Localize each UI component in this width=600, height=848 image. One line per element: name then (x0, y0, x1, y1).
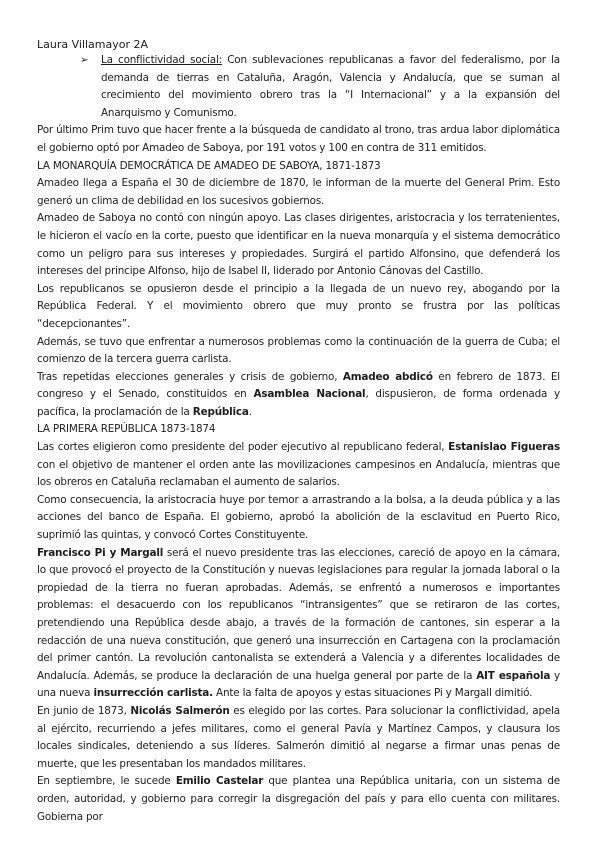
paragraph-republica-4: En junio de 1873, Nicolás Salmerón es elegido por las cortes. Para solucionar la conflictividad, apela al ejército, recurriendo a jefes militares, como el general Pavía y Martínez Campos, y clausura los locales sindicales, deteniendo a sus líderes. Salmerón dimitió al negarse a firmar unas penas de muerte, que les presentaban los mandados militares. (37, 704, 560, 770)
paragraph-amadeo-5: Tras repetidas elecciones generales y crisis de gobierno, Amadeo abdicó en febrero de 1873. El congreso y el Senado, constituidos en Asamblea Nacional, dispusieron, de forma ordenada y pacífica, la proclamación de la República. (37, 370, 561, 418)
document-body (37, 52, 560, 826)
paragraph-amadeo-1: Amadeo llega a España el 30 de diciembre de 1870, le informan de la muerte del General Prim. Esto generó un clima de debilidad en los sucesivos gobiernos. (37, 177, 560, 207)
paragraph-republica-1: Las cortes eligieron como presidente del poder ejecutivo al republicano federal, Estanislao Figueras con el objetivo de mantener el orden ante las movilizaciones campesinos en Andalucía, mientras que los obreros en Cataluña reclamaban el aumento de salarios. (37, 441, 560, 489)
author-name: Laura Villamayor 2A (37, 38, 149, 51)
paragraph-amadeo-4: Además, se tuvo que enfrentar a numerosos problemas como la continuación de la guerra de Cuba; el comienzo de la tercera guerra carlista. (37, 335, 560, 366)
bullet-text: La conflictividad social: Con sublevaciones republicanas a favor del federalismo, por la demanda de tierras en Cataluña, Aragón, Valencia y Andalucía, que se suman al crecimiento del movimiento obrero tras la “I Internacional” y a la expansión del Anarquismo y Comunismo. (101, 54, 560, 119)
arrow-bullet-icon: ➢ (80, 54, 89, 66)
paragraph-republica-2: Como consecuencia, la aristocracia huye por temor a arrastrando a la bolsa, a la deuda pública y a las acciones del banco de España. El gobierno, aprobó la abolición de la esclavitud en Puerto Rico, suprimió las quintas, y convocó Cortes Constituyente. (37, 493, 560, 542)
paragraph-amadeo-3: Los republicanos se opusieron desde el principio a la llegada de un nuevo rey, abogando por la República Federal. Y el movimiento obrero que muy pronto se frustra por las políticas “decepcionantes”. (37, 282, 560, 330)
paragraph-republica-5: En septiembre, le sucede Emilio Castelar que plantea una República unitaria, con un sistema de orden, autoridad, y gobierno para corregir la disgregación del país y para ello cuenta con militares. Gobierna por (37, 775, 560, 823)
paragraph-republica-3: Francisco Pi y Margall será el nuevo presidente tras las elecciones, careció de apoyo en la cámara, lo que provocó el proyecto de la Constitución y nuevas legislaciones para regular la jornada laboral o la propiedad de la tierra no fueran aprobadas. Además, se enfrentó a numerosos e importantes problemas: el desacuerdo con los republicanos “intransigentes” que se retiraron de las cortes, pretendiendo una República desde abajo, a través de la formación de cantones, sin esperar a la redacción de una nueva constitución, que generó una insurrección en Cartagena con la proclamación del primer cantón. La revolución cantonalista se extenderá a Valencia y a diferentes localidades de Andalucía. Además, se produce la declaración de una huelga general por parte de la AIT española y una nueva insurrección carlista. Ante la falta de apoyos y estas situaciones Pi y Margall dimitió. (37, 546, 560, 700)
paragraph-amadeo-2: Amadeo de Saboya no contó con ningún apoyo. Las clases dirigentes, aristocracia y los terratenientes, le hicieron el vacío en la corte, puesto que identificar en la nueva monarquía y el sistema democrático como un peligro para sus intereses y propiedades. Surgirá el partido Alfonsino, que defenderá los intereses del principe Alfonso, hijo de Isabel II, liderado por Antonio Cánovas del Castillo. (37, 212, 560, 278)
section-heading-republica: LA PRIMERA REPÚBLICA 1873-1874 (37, 423, 216, 436)
section-heading-amadeo: LA MONARQUÍA DEMOCRÁTICA DE AMADEO DE SABOYA, 1871-1873 (37, 159, 381, 172)
bullet-label: La conflictividad social: (101, 54, 222, 66)
bullet-item (80, 52, 560, 122)
paragraph-prim: Por último Prim tuvo que hacer frente a la búsqueda de candidato al trono, tras ardua labor diplomática el gobierno optó por Amadeo de Saboya, por 191 votos y 100 en contra de 311 emitidos. (37, 124, 560, 154)
